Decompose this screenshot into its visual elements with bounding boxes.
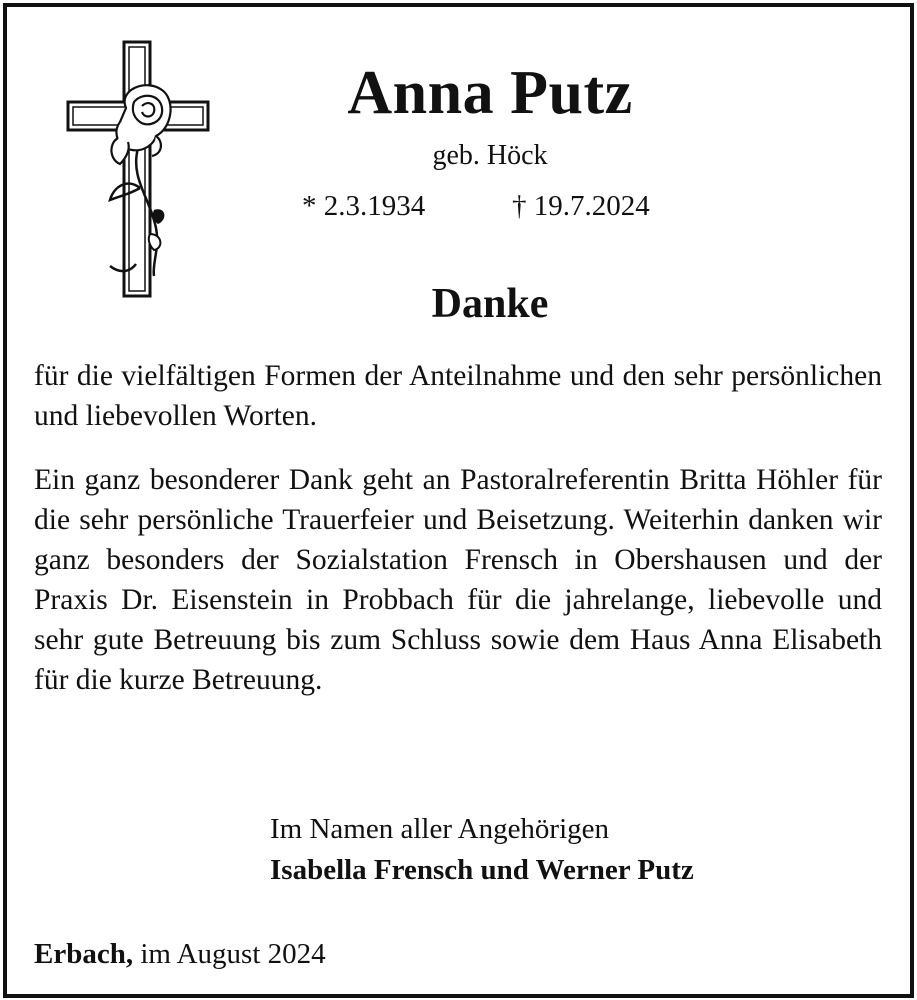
signature-names: Isabella Frensch und Werner Putz <box>270 854 694 886</box>
place-and-date <box>34 940 326 969</box>
date: im August 2024 <box>133 938 326 970</box>
birth-date: * 2.3.1934 <box>302 190 426 222</box>
maiden-name: geb. Höck <box>432 140 548 171</box>
thanks-paragraph: für die vielfältigen Formen der Anteilnahme und den sehr persönlichen und liebevollen Worten. <box>34 360 882 432</box>
place: Erbach, <box>34 938 134 970</box>
death-date: † 19.7.2024 <box>512 190 650 222</box>
signature-intro: Im Namen aller Angehörigen <box>270 813 610 845</box>
deceased-name: Anna Putz <box>347 59 633 127</box>
cross-with-rose-icon <box>58 38 218 302</box>
thanks-heading: Danke <box>431 281 549 327</box>
thanks-paragraph: Ein ganz besonderer Dank geht an Pastoralreferentin Britta Höhler für die sehr persönliche Trauerfeier und Beisetzung. Weiterhin danken wir ganz besonders der Sozialstation Frensch in Obershausen und der Praxis Dr. Eisenstein in Probbach für die jahrelange, liebevolle und sehr gute Betreuung bis zum Schluss sowie dem Haus Anna Elisabeth für die kurze Betreuung. <box>34 464 882 696</box>
